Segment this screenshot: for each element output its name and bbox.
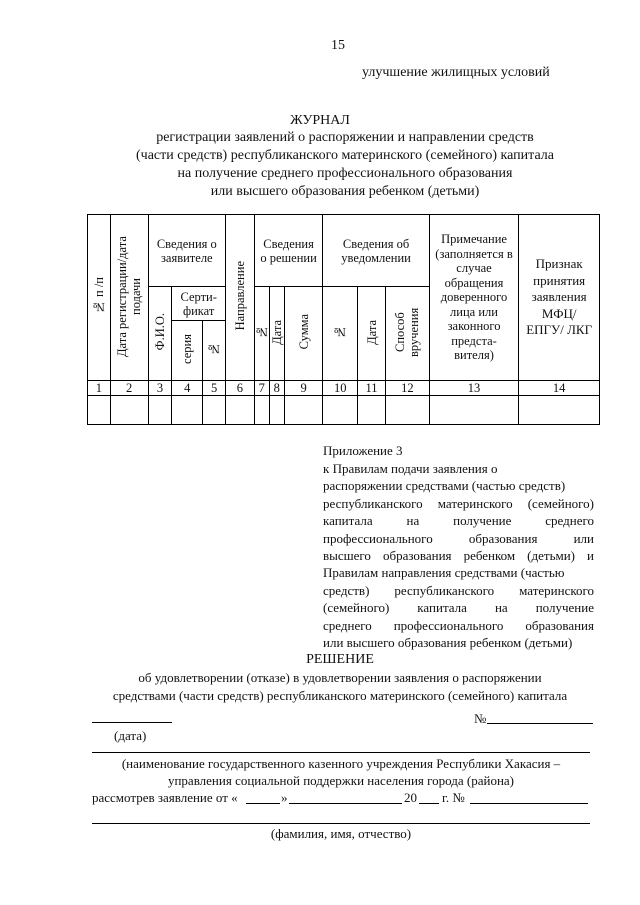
header-dec-no: №	[254, 325, 269, 339]
appendix-line: средств) республиканского материнского	[323, 582, 594, 598]
header-cell	[148, 287, 172, 381]
table-empty-row	[88, 396, 600, 425]
org-caption	[92, 756, 590, 789]
header-fio: Ф.И.О.	[152, 313, 167, 351]
header-no: № п /п	[91, 277, 106, 315]
header-cell	[284, 287, 323, 381]
header-method: Способ вручения	[393, 307, 422, 357]
table-cell[interactable]	[385, 396, 429, 425]
appendix-line: или высшего образования ребенком (детьми)	[323, 635, 573, 651]
number-cell: 2	[110, 381, 148, 396]
number-cell: 7	[254, 381, 269, 396]
number-cell: 8	[269, 381, 284, 396]
table-cell[interactable]	[429, 396, 519, 425]
year-suffix: г. №	[442, 790, 465, 805]
table-cell[interactable]	[269, 396, 284, 425]
table-cell[interactable]	[148, 396, 172, 425]
number-cell: 10	[323, 381, 358, 396]
header-cert-no: №	[207, 342, 222, 356]
header-direction: Направление	[232, 261, 247, 331]
appendix-line: (семейного) капитала на получение	[323, 600, 594, 616]
header-cell	[323, 287, 358, 381]
journal-subtitle-line: регистрации заявлений о распоряжении и направлении средств	[156, 130, 534, 145]
table-cell[interactable]	[358, 396, 386, 425]
table-cell[interactable]	[323, 396, 358, 425]
considered-row	[92, 790, 602, 808]
table-cell[interactable]	[226, 396, 255, 425]
header-sum: Сумма	[296, 314, 311, 350]
fio-line[interactable]	[92, 823, 590, 824]
journal-table	[87, 214, 600, 425]
appendix-line: профессионального образования или	[323, 530, 594, 546]
number-cell: 12	[385, 381, 429, 396]
number-cell: 13	[429, 381, 519, 396]
table-cell[interactable]	[254, 396, 269, 425]
number-cell: 5	[203, 381, 226, 396]
reg-number-line[interactable]	[470, 803, 588, 804]
decision-title: РЕШЕНИЕ	[306, 652, 374, 667]
header-cell	[254, 287, 269, 381]
header-not-no: №	[333, 325, 348, 339]
appendix-line: республиканского материнского (семейного)	[323, 495, 594, 511]
number-cell: 4	[172, 381, 203, 396]
header-not-date: Дата	[364, 319, 379, 345]
year-line[interactable]	[419, 803, 439, 804]
appendix-line: к Правилам подачи заявления о	[323, 461, 498, 476]
number-cell: 11	[358, 381, 386, 396]
header-applicant-group: Сведения о заявителе	[148, 215, 226, 287]
number-cell: 14	[519, 381, 600, 396]
header-sign: Признак принятия заявления МФЦ/ ЕПГУ/ ЛКГ	[519, 215, 600, 381]
page-number: 15	[331, 38, 345, 53]
header-cell	[110, 215, 148, 381]
considered-label: рассмотрев заявление от «	[92, 790, 238, 805]
appendix-line: распоряжении средствами (частью средств)	[323, 478, 566, 494]
journal-subtitle-line: на получение среднего профессионального образования	[177, 166, 513, 181]
month-line[interactable]	[289, 803, 402, 804]
number-cell: 6	[226, 381, 255, 396]
table-cell[interactable]	[110, 396, 148, 425]
appendix-line: высшего образования ребенком (детьми) и	[323, 548, 594, 564]
number-cell: 1	[88, 381, 111, 396]
header-cell	[88, 215, 111, 381]
year-prefix: 20	[404, 790, 417, 805]
header-dec-date: Дата	[269, 319, 284, 345]
number-line[interactable]	[487, 723, 593, 724]
header-cell	[226, 215, 255, 381]
decision-line: об удовлетворении (отказе) в удовлетворении заявления о распоряжении	[138, 670, 542, 685]
header-line: улучшение жилищных условий	[362, 65, 550, 80]
journal-subtitle-line: или высшего образования ребенком (детьми)	[210, 184, 480, 199]
date-line[interactable]	[92, 722, 172, 723]
header-cell	[203, 321, 226, 381]
decision-subtitle	[0, 669, 640, 705]
header-series: серия	[180, 334, 195, 364]
header-cell	[269, 287, 284, 381]
header-cell	[385, 287, 429, 381]
header-cell	[358, 287, 386, 381]
decision-line: средствами (части средств) республиканского материнского (семейного) капитала	[112, 688, 568, 703]
number-cell: 9	[284, 381, 323, 396]
header-cell	[172, 321, 203, 381]
appendix-text	[323, 460, 594, 651]
date-label: (дата)	[114, 728, 147, 743]
header-note: Примечание (заполняется в случае обращения доверенного лица или законного предста-вителя)	[429, 215, 519, 381]
org-line[interactable]	[92, 752, 590, 753]
day-line[interactable]	[246, 803, 280, 804]
header-date: Дата регистрации/дата подачи	[115, 235, 144, 357]
table-cell[interactable]	[284, 396, 323, 425]
fio-label: (фамилия, имя, отчество)	[270, 826, 412, 841]
appendix-title: Приложение 3	[323, 443, 403, 458]
journal-title: ЖУРНАЛ	[290, 113, 350, 128]
quote-close: »	[281, 790, 288, 805]
appendix-line: Правилам направления средствами (частью	[323, 565, 565, 581]
table-cell[interactable]	[203, 396, 226, 425]
journal-subtitle-line: (части средств) республиканского материнского (семейного) капитала	[136, 148, 554, 163]
org-caption-line: управления социальной поддержки населения города (района)	[167, 772, 515, 788]
table-cell[interactable]	[88, 396, 111, 425]
table-number-row	[88, 381, 600, 396]
table-cell[interactable]	[519, 396, 600, 425]
header-decision-group: Сведения о решении	[254, 215, 323, 287]
header-cert-group: Серти-фикат	[172, 287, 226, 321]
appendix-line: капитала на получение среднего	[323, 513, 594, 529]
org-caption-line: (наименование государственного казенного учреждения Республики Хакасия –	[121, 756, 561, 771]
header-notice-group: Сведения об уведомлении	[323, 215, 429, 287]
table-cell[interactable]	[172, 396, 203, 425]
appendix-line: среднего профессионального образования	[323, 617, 594, 633]
number-cell: 3	[148, 381, 172, 396]
journal-subtitle	[0, 129, 640, 201]
number-label: №	[474, 711, 487, 726]
